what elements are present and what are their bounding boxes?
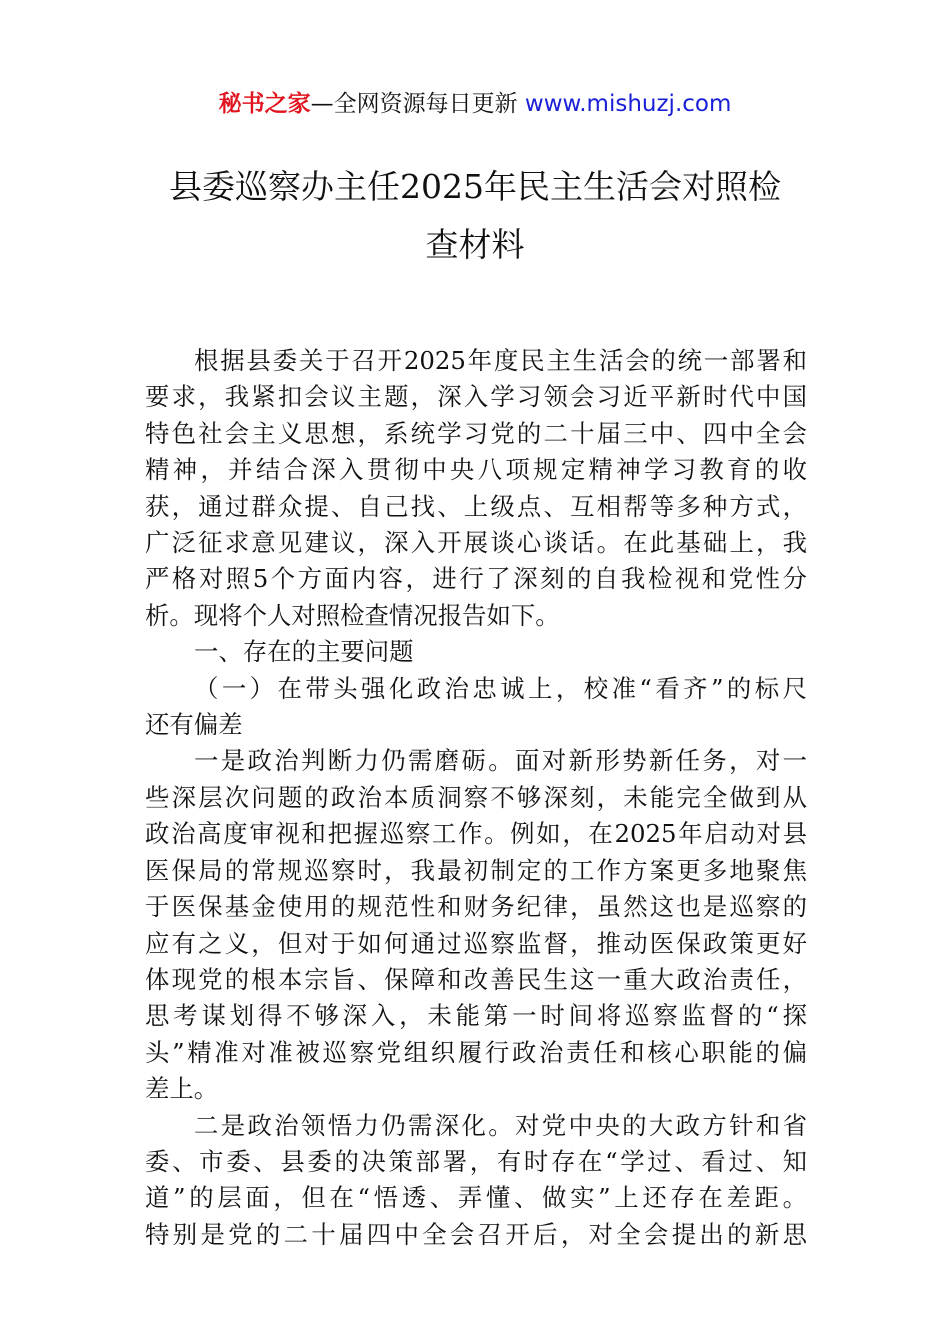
text-line: 委、市委、县委的决策部署，有时存在“学过、看过、知 (145, 1146, 807, 1176)
text-line: 特别是党的二十届四中全会召开后，对全会提出的新思 (145, 1219, 807, 1249)
title-line-1: 县委巡察办主任2025年民主生活会对照检 (169, 167, 781, 206)
text-line: 二是政治领悟力仍需深化。对党中央的大政方针和省 (194, 1110, 807, 1140)
text-line: 政治高度审视和把握巡察工作。例如，在2025年启动对县 (145, 819, 807, 849)
text-line: 特色社会主义思想，系统学习党的二十届三中、四中全会 (145, 418, 807, 448)
text-line: 严格对照5个方面内容，进行了深刻的自我检视和党性分 (145, 564, 807, 594)
document-body (145, 343, 807, 1253)
text-line: 体现党的根本宗旨、保障和改善民生这一重大政治责任， (145, 964, 807, 994)
text-line: （一）在带头强化政治忠诚上，校准“看齐”的标尺 (194, 673, 807, 703)
text-line: 应有之义，但对于如何通过巡察监督，推动医保政策更好 (145, 928, 807, 958)
text-line: 些深层次问题的政治本质洞察不够深刻，未能完全做到从 (145, 782, 807, 812)
text-line: 要求，我紧扣会议主题，深入学习领会习近平新时代中国 (145, 382, 807, 412)
text-line: 道”的层面，但在“悟透、弄懂、做实”上还存在差距。 (145, 1183, 807, 1213)
site-header (0, 86, 950, 122)
text-line: 思考谋划得不够深入，未能第一时间将巡察监督的“探 (145, 1001, 807, 1031)
paragraph-point-2 (145, 1108, 807, 1254)
text-line: 于医保基金使用的规范性和财务纪律，虽然这也是巡察的 (145, 892, 807, 922)
text-line: 精神，并结合深入贯彻中央八项规定精神学习教育的收 (145, 455, 807, 485)
text-line: 根据县委关于召开2025年度民主生活会的统一部署和 (194, 346, 807, 375)
text-line: 一是政治判断力仍需磨砺。面对新形势新任务，对一 (194, 746, 807, 776)
section-heading-1: 一、存在的主要问题 (194, 637, 414, 667)
paragraph-point-1 (145, 743, 807, 1107)
text-line: 医保局的常规巡察时，我最初制定的工作方案更多地聚焦 (145, 855, 807, 885)
subsection-heading-1 (145, 671, 807, 744)
title-line-2: 查材料 (425, 225, 525, 264)
document-title (120, 158, 830, 274)
site-url-link[interactable]: www.mishuzj.com (524, 91, 732, 117)
text-line: 获，通过群众提、自己找、上级点、互相帮等多种方式， (145, 491, 807, 521)
header-tagline: —全网资源每日更新 (310, 91, 518, 117)
text-line: 析。现将个人对照检查情况报告如下。 (145, 600, 560, 630)
text-line: 广泛征求意见建议，深入开展谈心谈话。在此基础上，我 (145, 528, 807, 558)
brand-name: 秘书之家 (218, 91, 311, 117)
paragraph-intro (145, 343, 807, 634)
text-line: 头”精准对准被巡察党组织履行政治责任和核心职能的偏 (145, 1037, 807, 1067)
text-line: 差上。 (145, 1074, 219, 1104)
text-line: 还有偏差 (145, 710, 243, 740)
